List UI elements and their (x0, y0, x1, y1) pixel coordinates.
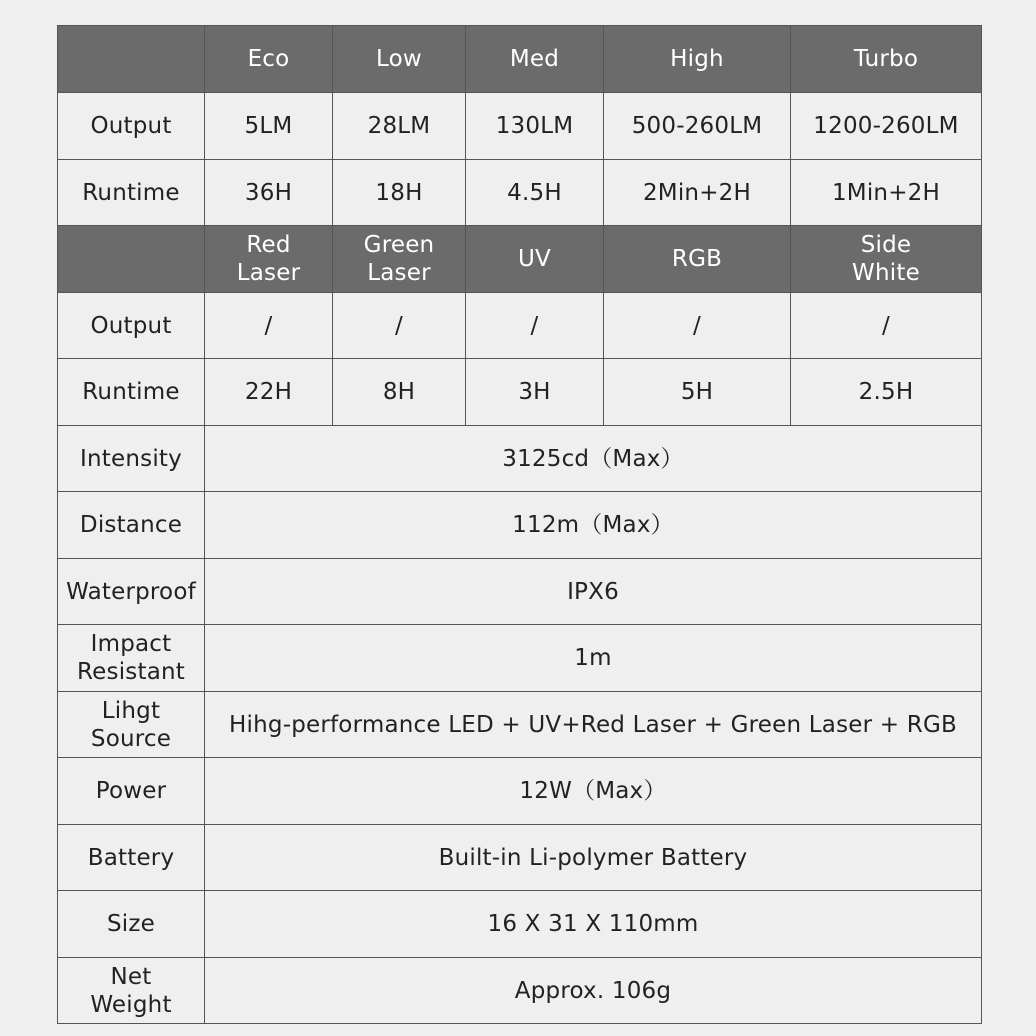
output-value: 1200-260LM (791, 93, 982, 160)
light-output-value: / (791, 293, 982, 359)
spec-label: Lihgt Source (58, 692, 205, 758)
header-mode-low: Low (333, 26, 466, 93)
spec-row-light-source (58, 692, 982, 758)
spec-value: 12W（Max） (205, 758, 982, 825)
light-output-value: / (604, 293, 791, 359)
spec-row-size (58, 891, 982, 958)
header-light-uv: UV (466, 226, 604, 293)
spec-label: Waterproof (58, 559, 205, 625)
header-corner-cell (58, 26, 205, 93)
spec-label: Intensity (58, 426, 205, 492)
spec-value: Built-in Li-polymer Battery (205, 825, 982, 891)
light-output-row (58, 293, 982, 359)
header-mode-turbo: Turbo (791, 26, 982, 93)
light-runtime-value: 22H (205, 359, 333, 426)
spec-label: Distance (58, 492, 205, 559)
runtime-value: 1Min+2H (791, 160, 982, 226)
runtime-value: 36H (205, 160, 333, 226)
spec-value: Hihg-performance LED + UV+Red Laser + Green Laser + RGB (205, 692, 982, 758)
header-light-rgb: RGB (604, 226, 791, 293)
spec-row-net-weight (58, 958, 982, 1024)
runtime-value: 4.5H (466, 160, 604, 226)
spec-value: 16 X 31 X 110mm (205, 891, 982, 958)
spec-label: Size (58, 891, 205, 958)
runtime-value: 18H (333, 160, 466, 226)
output-row (58, 93, 982, 160)
spec-label: Power (58, 758, 205, 825)
header-mode-med: Med (466, 26, 604, 93)
light-output-value: / (466, 293, 604, 359)
header-light-red-laser: Red Laser (205, 226, 333, 293)
row-label: Output (58, 93, 205, 160)
spec-row-battery (58, 825, 982, 891)
spec-table (57, 25, 982, 1024)
row-label: Runtime (58, 359, 205, 426)
header-corner-cell (58, 226, 205, 293)
output-value: 130LM (466, 93, 604, 160)
runtime-value: 2Min+2H (604, 160, 791, 226)
output-value: 28LM (333, 93, 466, 160)
header-light-green-laser: Green Laser (333, 226, 466, 293)
output-value: 5LM (205, 93, 333, 160)
spec-value: 1m (205, 625, 982, 692)
lights-header-row (58, 226, 982, 293)
spec-value: IPX6 (205, 559, 982, 625)
spec-label: Battery (58, 825, 205, 891)
runtime-row (58, 160, 982, 226)
light-runtime-value: 3H (466, 359, 604, 426)
spec-label: Impact Resistant (58, 625, 205, 692)
spec-row-distance (58, 492, 982, 559)
light-runtime-value: 8H (333, 359, 466, 426)
output-value: 500-260LM (604, 93, 791, 160)
light-runtime-value: 5H (604, 359, 791, 426)
light-output-value: / (333, 293, 466, 359)
header-light-side-white: Side White (791, 226, 982, 293)
light-runtime-row (58, 359, 982, 426)
light-output-value: / (205, 293, 333, 359)
spec-row-impact-resistant (58, 625, 982, 692)
spec-value: 3125cd（Max） (205, 426, 982, 492)
modes-header-row (58, 26, 982, 93)
spec-label: Net Weight (58, 958, 205, 1024)
header-mode-eco: Eco (205, 26, 333, 93)
spec-value: 112m（Max） (205, 492, 982, 559)
spec-value: Approx. 106g (205, 958, 982, 1024)
light-runtime-value: 2.5H (791, 359, 982, 426)
spec-row-intensity (58, 426, 982, 492)
spec-row-waterproof (58, 559, 982, 625)
row-label: Output (58, 293, 205, 359)
spec-row-power (58, 758, 982, 825)
row-label: Runtime (58, 160, 205, 226)
header-mode-high: High (604, 26, 791, 93)
